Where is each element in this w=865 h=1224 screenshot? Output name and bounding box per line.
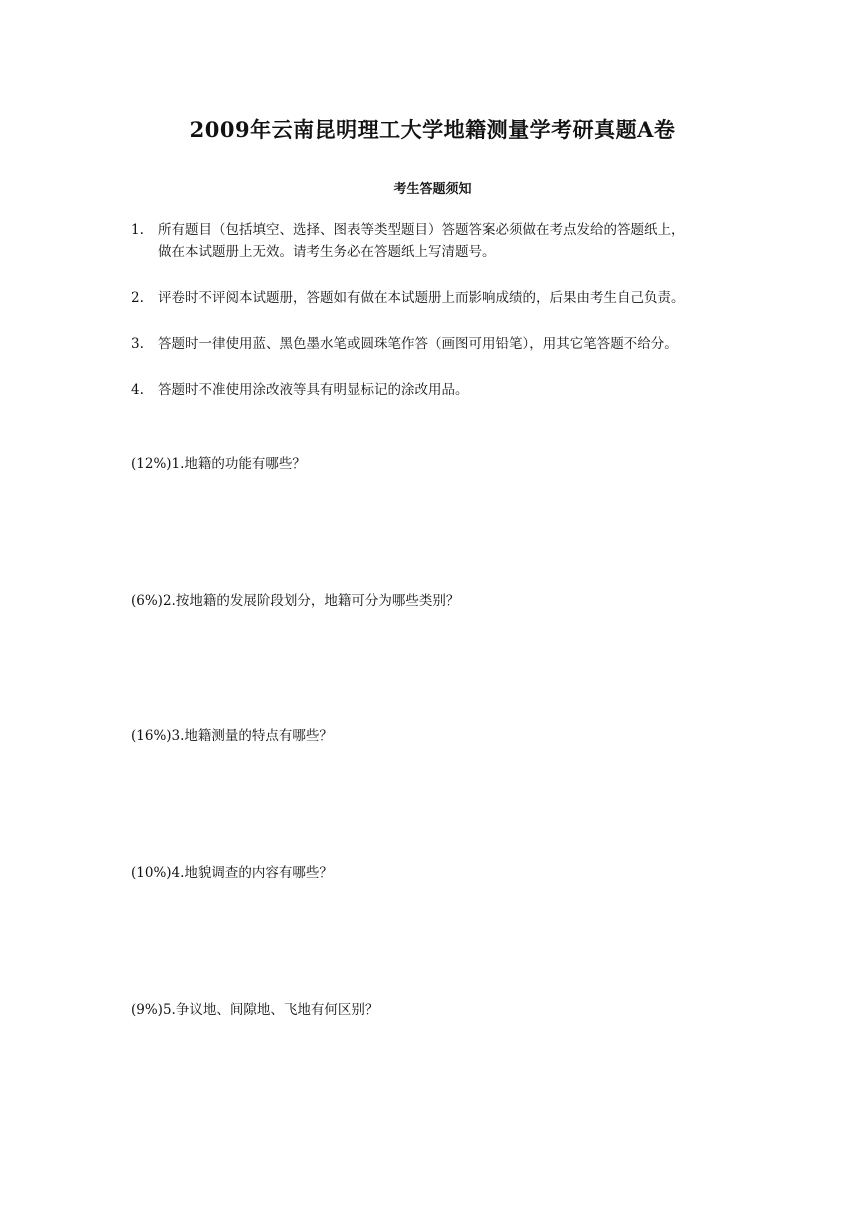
page-title: 2009年云南昆明理工大学地籍测量学考研真题A卷: [189, 117, 676, 142]
notice-item-2: [131, 287, 751, 309]
question-5: (9%)5.争议地、间隙地、飞地有何区别？: [131, 1002, 379, 1018]
notice-text: [158, 219, 751, 263]
notice-line: 答题时不准使用涂改液等具有明显标记的涂改用品。: [158, 382, 469, 398]
notice-number: 3.: [131, 336, 144, 352]
notice-text: [158, 333, 751, 355]
notice-heading: 考生答题须知: [393, 182, 472, 197]
notice-item-4: [131, 379, 751, 401]
question-3: (16%)3.地籍测量的特点有哪些？: [131, 728, 333, 744]
notice-number: 2.: [131, 290, 144, 306]
notice-line: 答题时一律使用蓝、黑色墨水笔或圆珠笔作答（画图可用铅笔），用其它笔答题不给分。: [158, 336, 678, 352]
notice-item-3: [131, 333, 751, 355]
notice-text: [158, 379, 751, 401]
question-4: (10%)4.地貌调查的内容有哪些？: [131, 865, 333, 881]
notice-line: 评卷时不评阅本试题册，答题如有做在本试题册上而影响成绩的，后果由考生自己负责。: [158, 290, 685, 306]
notice-item-1: [131, 219, 751, 263]
question-2: (6%)2.按地籍的发展阶段划分，地籍可分为哪些类别？: [131, 593, 460, 609]
notice-number: 4.: [131, 382, 144, 398]
notice-number: 1.: [131, 222, 144, 238]
question-1: (12%)1.地籍的功能有哪些？: [131, 456, 306, 472]
notice-line: 所有题目（包括填空、选择、图表等类型题目）答题答案必须做在考点发给的答题纸上，: [158, 222, 685, 238]
notice-text: [158, 287, 751, 309]
notice-line: 做在本试题册上无效。请考生务必在答题纸上写清题号。: [158, 244, 496, 260]
